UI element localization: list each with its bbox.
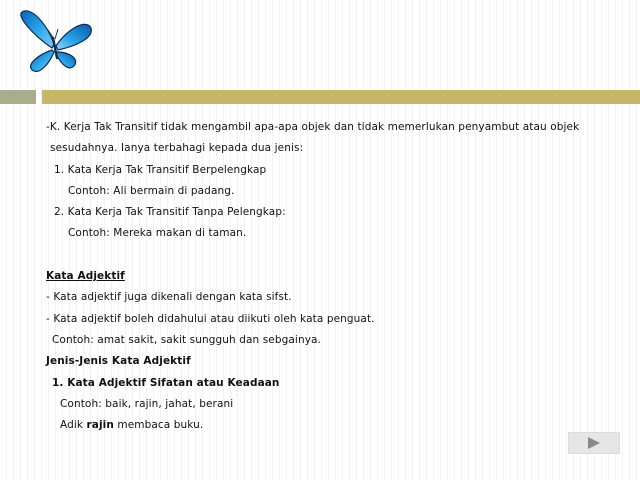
example-line: Contoh: Ali bermain di padang. [68,184,235,197]
section-heading-jenis: Jenis-Jenis Kata Adjektif [46,355,191,368]
sentence-part: membaca buku. [113,419,204,432]
example-line: Contoh: baik, rajin, jahat, berani [60,397,234,410]
butterfly-icon [14,8,94,74]
slide-content [46,117,606,436]
text-line: -K. Kerja Tak Transitif tidak mengambil apa-apa objek dan tidak memerlukan penyambut atau objek [46,121,580,133]
section-heading-kata-adjektif: Kata Adjektif [46,270,125,283]
list-item: 2. Kata Kerja Tak Transitif Tanpa Pelengkap: [54,206,286,219]
play-triangle-icon [587,436,601,450]
sentence-part: Adik [60,419,87,432]
example-line: Contoh: amat sakit, sakit sungguh dan sebgainya. [52,333,321,346]
header-bar-left [0,90,36,104]
example-sentence [46,415,606,436]
example-line: Contoh: Mereka makan di taman. [68,227,247,240]
list-item: 1. Kata Adjektif Sifatan atau Keadaan [52,376,280,389]
text-line: - Kata adjektif juga dikenali dengan kata sifst. [46,291,292,304]
text-line: sesudahnya. Ianya terbahagi kepada dua jenis: [50,142,304,155]
sentence-emphasis: rajin [86,419,114,432]
text-line: - Kata adjektif boleh didahului atau diikuti oleh kata penguat. [46,312,375,325]
list-item: 1. Kata Kerja Tak Transitif Berpelengkap [54,163,267,176]
next-slide-button[interactable] [568,432,620,454]
header-bar-main [42,90,640,104]
